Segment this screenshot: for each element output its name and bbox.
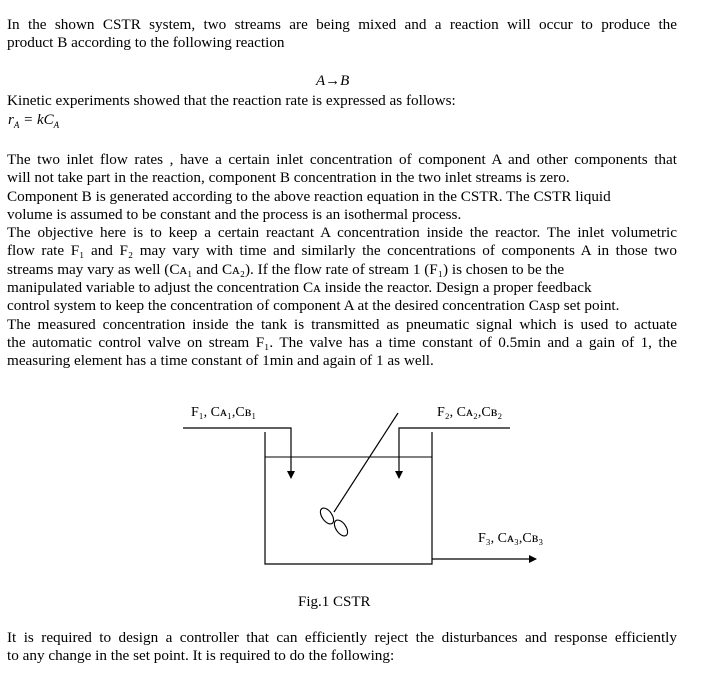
agitator-blade [332, 518, 351, 538]
body-line: The objective here is to keep a certain reactant A concentration inside the reactor. The inlet volumetric [7, 224, 677, 242]
body-line: measuring element has a time constant of 1min and again of 1 as well. [7, 352, 434, 370]
body-line: streams may vary as well (Cᴀ₁ and Cᴀ₂). If the flow rate of stream 1 (F₁) is chosen to be the [7, 260, 565, 278]
stream-3-label: F₃, Cᴀ₃,Cʙ₃ [478, 531, 544, 546]
inlet-stream-2 [399, 428, 510, 478]
closing-paragraph [7, 629, 677, 666]
inlet-stream-1 [183, 428, 291, 478]
stream-1-label: F₁, Cᴀ₁,Cʙ₁ [191, 405, 257, 420]
closing-line: to any change in the set point. It is required to do the following: [7, 647, 395, 665]
body-line: flow rate F₁ and F₂ may vary with time and similarly the concentrations of components A in those two [7, 242, 677, 260]
kinetics-line: Kinetic experiments showed that the reaction rate is expressed as follows: [7, 92, 456, 109]
body-line: manipulated variable to adjust the concentration Cᴀ inside the reactor. Design a proper feedback [7, 279, 592, 297]
rate-rhs-sub: A [53, 120, 60, 130]
body-line: The measured concentration inside the tank is transmitted as pneumatic signal which is used to actuate [7, 315, 677, 333]
rate-lhs: r [8, 112, 14, 128]
rate-lhs-sub: A [13, 120, 20, 130]
tank-wall [265, 432, 432, 564]
closing-line: It is required to design a controller that can efficiently reject the disturbances and response efficiently [7, 629, 677, 646]
figure-caption: Fig.1 CSTR [298, 594, 371, 610]
agitator-shaft [334, 413, 398, 512]
agitator-blade [318, 506, 337, 526]
body-line: volume is assumed to be constant and the process is an isothermal process. [7, 205, 462, 223]
body-line: will not take part in the reaction, component B concentration in the two inlet streams is zero. [7, 169, 570, 187]
rate-rhs: = kC [19, 112, 54, 128]
stream-2-label: F₂, Cᴀ₂,Cʙ₂ [437, 405, 503, 420]
intro-line-1: In the shown CSTR system, two streams are being mixed and a reaction will occur to produce the [7, 16, 677, 33]
body-line: control system to keep the concentration of component A at the desired concentration Cᴀsp set point. [7, 297, 620, 315]
body-line: The two inlet flow rates , have a certain inlet concentration of component A and other components that [7, 151, 677, 168]
body-line: the automatic control valve on stream F₁. The valve has a time constant of 0.5min and a gain of 1, the [7, 333, 677, 351]
intro-line-2: product B according to the following reaction [7, 34, 285, 52]
body-line: Component B is generated according to the above reaction equation in the CSTR. The CSTR liquid [7, 187, 611, 205]
reaction-equation: A→B [316, 73, 350, 89]
